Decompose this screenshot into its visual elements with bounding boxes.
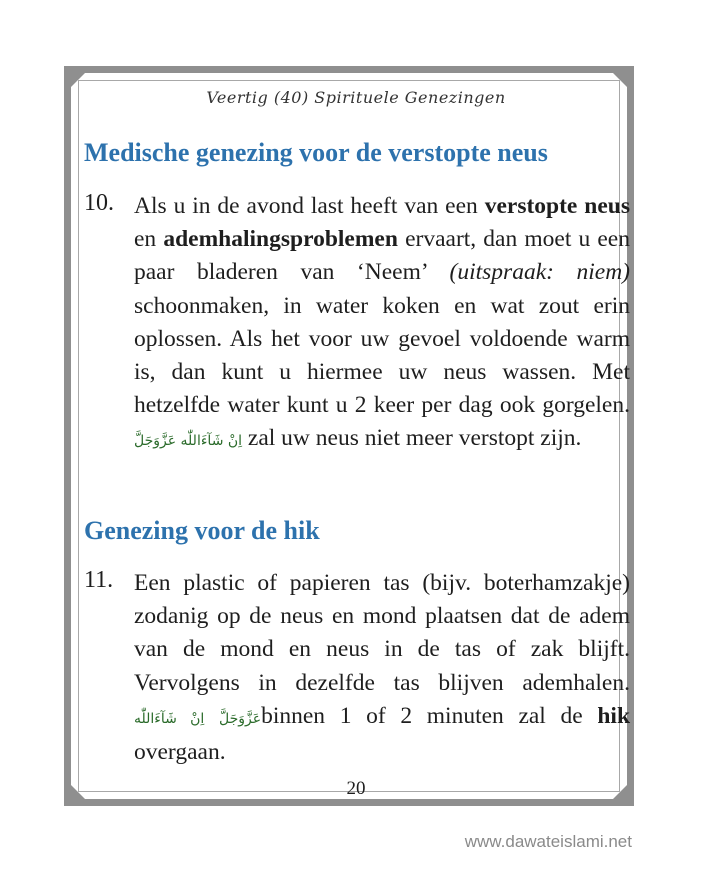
item-text [134,190,630,459]
item-number: 11. [84,567,114,593]
arabic-phrase: عَزَّوَجَلَّ [218,710,262,727]
bold-term: ademhalingsproblemen [163,226,398,253]
text-run: Een plastic of papieren tas (bijv. boterhamzakje) zodanig op de neus en mond plaatsen dat de adem van de mond en neus in de tas of zak blijft. Vervolgens in dezelfde tas blijven ademhalen. [134,570,630,696]
text-run: ervaart, dan moet u een paar bladeren van ‘Neem’ [134,226,630,286]
numbered-item [84,190,630,459]
running-head: Veertig (40) Spirituele Genezingen [206,88,506,107]
text-run: schoonmaken, in water koken en wat zout erin oplossen. Als het voor uw gevoel voldoende warm is, dan kunt u hiermee uw neus wassen. Met hetzelfde water kunt u 2 keer per dag ook gorgelen. [134,292,630,419]
arabic-phrase: اِنْ شَآءَاللّٰه عَزَّوَجَلَّ [134,433,243,450]
text-run: en [134,226,164,253]
item-text [134,567,630,769]
section-heading: Medische genezing voor de verstopte neus [84,138,548,167]
text-run: overgaan. [134,739,226,766]
text-run: binnen 1 of 2 minuten zal de [261,702,598,729]
bold-term: verstopte neus [484,193,630,219]
arabic-phrase: اِنْ شَآءَاللّٰه [134,710,205,727]
section-heading: Genezing voor de hik [84,516,320,545]
website-url: www.dawateislami.net [464,832,632,851]
numbered-item [84,567,630,769]
bold-term: hik [597,702,631,729]
corner-ornament [613,73,627,87]
page-number: 20 [346,778,366,799]
corner-ornament [71,73,85,87]
text-run: Als u in de avond last heeft van een [134,193,485,219]
text-run: zal uw neus niet meer verstopt zijn. [242,425,582,452]
item-number: 10. [84,190,114,216]
pronunciation-note: (uitspraak: niem) [449,259,631,286]
